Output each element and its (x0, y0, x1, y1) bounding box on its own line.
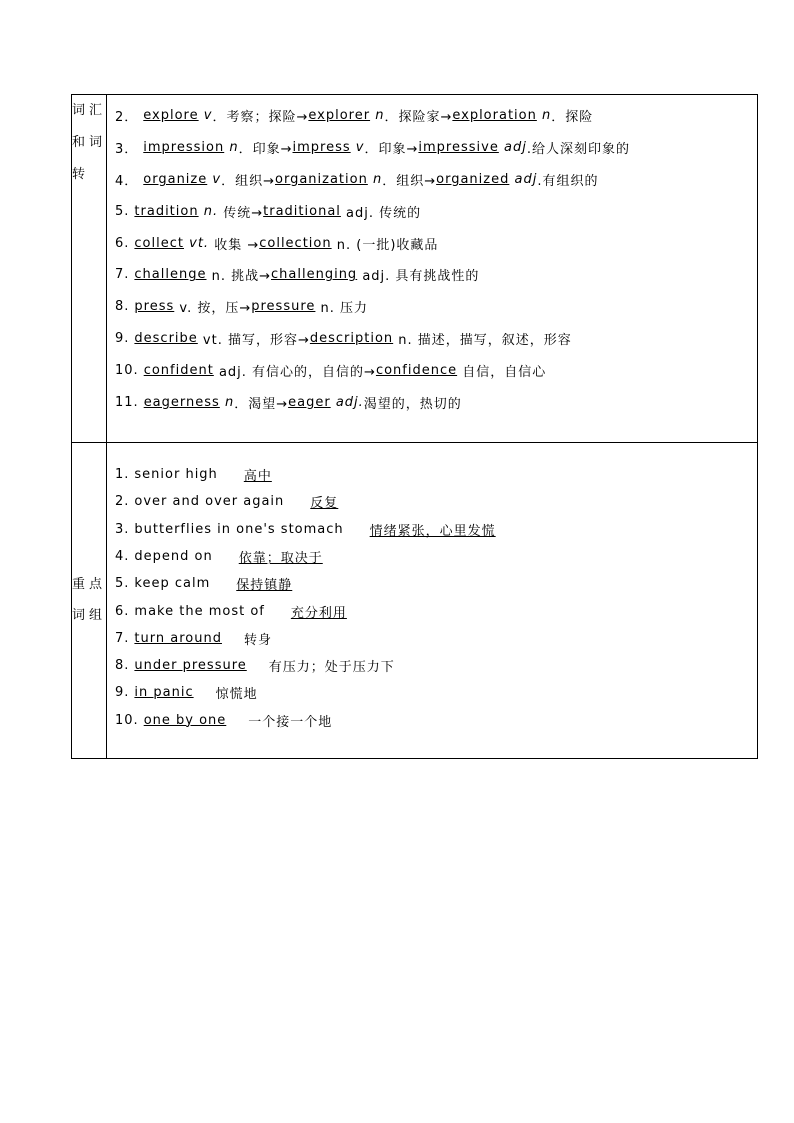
phrase-text: depend on (134, 549, 213, 564)
item-number: 10. (115, 712, 139, 728)
item-text: n (224, 394, 235, 410)
item-text: vt. (189, 235, 210, 251)
item-text: ．考察；探险→ (212, 110, 309, 126)
list-item (115, 543, 757, 570)
phrase-text: butterflies in one's stomach (134, 521, 344, 537)
list-item (115, 100, 757, 132)
item-text: v (355, 140, 365, 156)
phrase-text: under pressure (134, 658, 247, 674)
item-text: n. 挑战→ (206, 269, 272, 285)
list-item (115, 570, 757, 597)
list-item (115, 488, 757, 515)
section-vocabulary (72, 95, 758, 443)
word-conversion-list (107, 95, 757, 442)
item-text: n (372, 171, 383, 187)
item-text: vt. 描写，形容→ (197, 332, 310, 348)
answer-word: organize (143, 171, 208, 187)
section-content-cell (107, 95, 758, 443)
item-number: 10. (115, 362, 139, 378)
item-number: 2. (115, 494, 130, 510)
answer-word: pressure (251, 299, 316, 315)
item-text: ．探险 (551, 110, 594, 126)
answer-word: collect (134, 235, 184, 251)
section-phrases (72, 442, 758, 758)
item-text: adj (514, 171, 538, 187)
item-text: ．印象→ (364, 142, 419, 158)
item-number: 3． (115, 142, 139, 158)
answer-word: challenge (134, 267, 207, 283)
item-text: adj (503, 140, 527, 156)
item-text: ．渴望→ (234, 396, 289, 412)
answer-word: impression (143, 140, 225, 156)
answer-word: collection (259, 235, 332, 251)
phrase-meaning: 反复 (310, 496, 339, 512)
answer-word: tradition (134, 203, 199, 219)
item-text: adj. (335, 394, 364, 410)
item-number: 4． (115, 173, 139, 189)
item-text: n (542, 108, 552, 124)
item-text: ．组织→ (221, 173, 275, 189)
answer-word: organization (275, 171, 368, 187)
item-text: adj. 具有挑战性的 (357, 269, 480, 285)
answer-word: explore (143, 108, 199, 124)
item-number: 3. (115, 521, 130, 537)
list-item (115, 652, 757, 679)
item-text: 收集 → (209, 237, 260, 253)
answer-word: eager (288, 394, 331, 410)
section-label-cell (72, 95, 107, 443)
phrase-text: in panic (134, 685, 194, 701)
list-item (115, 323, 757, 355)
list-item (115, 195, 757, 227)
list-item (115, 164, 757, 196)
item-text: adj. 传统的 (340, 205, 422, 221)
item-text: v (203, 108, 213, 124)
phrase-text: keep calm (134, 576, 211, 592)
phrase-text: senior high (134, 467, 218, 483)
item-number: 1. (115, 467, 130, 483)
phrase-text: make the most of (134, 603, 265, 619)
list-item (115, 386, 757, 418)
list-item (115, 461, 757, 488)
item-text: v. 按，压→ (174, 301, 252, 317)
item-text: adj. 有信心的，自信的→ (213, 364, 376, 380)
phrase-text: turn around (134, 630, 222, 646)
list-item (115, 679, 757, 706)
item-text: n (375, 108, 385, 124)
item-number: 8. (115, 299, 130, 315)
answer-word: impressive (418, 140, 499, 156)
answer-word: eagerness (143, 394, 220, 410)
answer-word: confidence (375, 362, 458, 378)
list-item (115, 625, 757, 652)
item-text: ．探险家→ (384, 110, 453, 126)
item-text: .有组织的 (537, 173, 599, 189)
item-number: 8. (115, 658, 130, 674)
answer-word: press (134, 299, 175, 315)
section-label: 重点 词组 (72, 577, 107, 624)
item-text: n. (一批)收藏品 (331, 237, 439, 253)
answer-word: traditional (263, 203, 341, 219)
phrase-list (107, 443, 757, 758)
list-item (115, 707, 757, 734)
item-number: 6. (115, 235, 130, 251)
vocabulary-table (71, 94, 758, 759)
answer-word: exploration (452, 108, 537, 124)
section-label-cell (72, 442, 107, 758)
list-item (115, 291, 757, 323)
list-item (115, 516, 757, 543)
item-text: 传统→ (218, 205, 264, 221)
item-number: 5. (115, 576, 130, 592)
section-content-cell (107, 442, 758, 758)
item-number: 2． (115, 110, 139, 126)
list-item (115, 259, 757, 291)
item-number: 11. (115, 394, 139, 410)
phrase-meaning: 情绪紧张，心里发慌 (369, 523, 496, 539)
phrase-meaning: 一个接一个地 (248, 714, 333, 730)
item-text: v (212, 171, 222, 187)
list-item (115, 227, 757, 259)
answer-word: description (309, 330, 394, 346)
answer-word: describe (134, 330, 198, 346)
answer-word: impress (292, 140, 351, 156)
item-number: 7. (115, 267, 130, 283)
phrase-text: one by one (143, 712, 227, 728)
item-text: n. 压力 (315, 301, 369, 317)
answer-word: explorer (308, 108, 371, 124)
answer-word: confident (143, 362, 214, 378)
item-text: .给人深刻印象的 (526, 142, 630, 158)
section-label: 词汇 和词 转 (72, 103, 107, 182)
list-item (115, 354, 757, 386)
item-text: 自信，自信心 (457, 364, 547, 380)
item-number: 4. (115, 549, 130, 564)
phrase-text: over and over again (134, 494, 285, 510)
phrase-meaning: 保持镇静 (236, 578, 293, 594)
phrase-meaning: 惊慌地 (215, 687, 258, 703)
item-text: n. (203, 203, 219, 219)
item-text: ．组织→ (382, 173, 437, 189)
phrase-meaning: 高中 (243, 469, 272, 485)
phrase-meaning: 转身 (243, 632, 272, 648)
item-text: n (229, 140, 239, 156)
phrase-meaning: 有压力；处于压力下 (268, 660, 395, 676)
item-text: ．印象→ (238, 142, 293, 158)
item-number: 9. (115, 685, 130, 701)
item-text: n. 描述，描写，叙述，形容 (393, 332, 572, 348)
item-number: 7. (115, 630, 130, 646)
item-number: 5. (115, 203, 130, 219)
phrase-meaning: 充分利用 (290, 605, 347, 621)
answer-word: challenging (271, 267, 358, 283)
list-item (115, 597, 757, 624)
item-number: 6. (115, 603, 130, 619)
phrase-meaning: 依靠；取决于 (238, 551, 323, 566)
item-number: 9. (115, 330, 130, 346)
answer-word: organized (436, 171, 510, 187)
item-text: 渴望的，热切的 (363, 396, 462, 412)
list-item (115, 132, 757, 164)
